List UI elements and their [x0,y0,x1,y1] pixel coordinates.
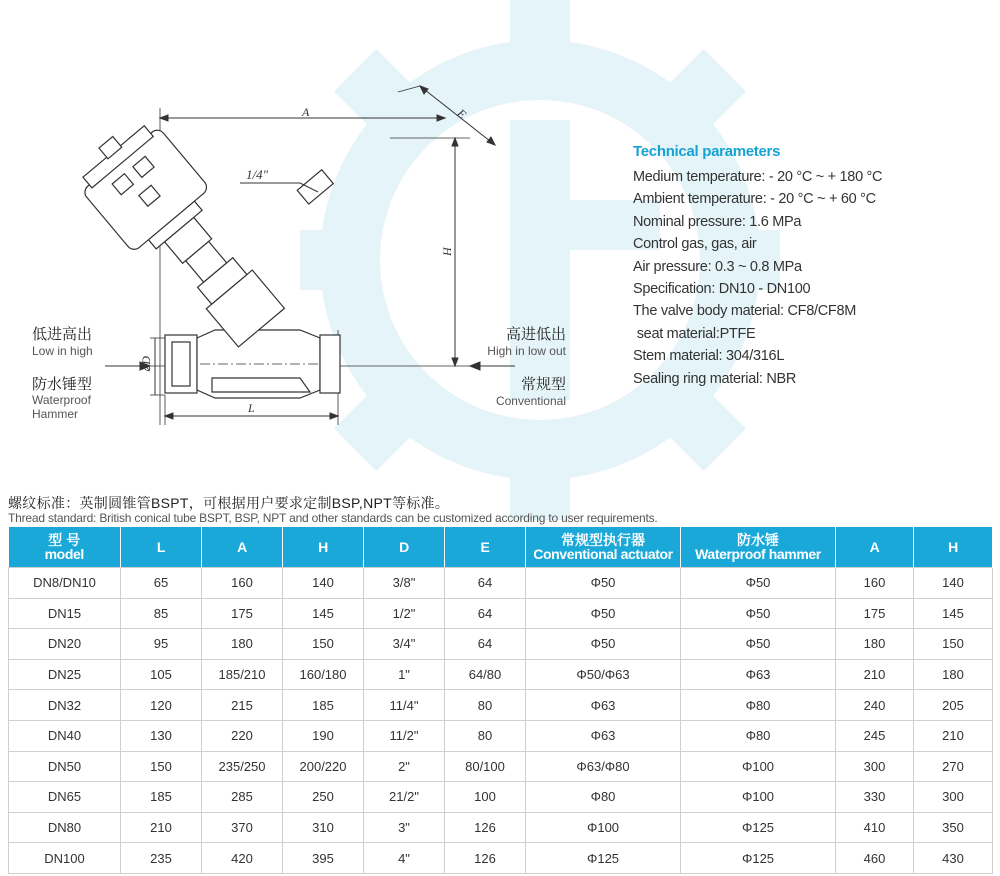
table-cell: Φ63/Φ80 [526,751,681,782]
flow-low-in-high-label [32,326,93,360]
tech-param-line: The valve body material: CF8/CF8M [633,303,856,320]
tech-param-line: Nominal pressure: 1.6 MPa [633,213,802,230]
table-cell: 235/250 [202,751,283,782]
table-cell: 370 [202,812,283,843]
table-cell: 330 [836,782,914,813]
table-cell: 410 [836,812,914,843]
table-cell: 11/2" [364,720,445,751]
header-en: H [318,539,328,555]
table-row [9,568,993,599]
table-cell: 1" [364,659,445,690]
table-cell: DN25 [9,659,121,690]
flow-high-in-low-zh: 高进低出 [505,326,566,343]
table-cell: DN100 [9,843,121,874]
table-cell: 64 [445,629,526,660]
table-cell: 11/4" [364,690,445,721]
table-cell: 3/4" [364,629,445,660]
table-cell: 160 [202,568,283,599]
table-row [9,751,993,782]
table-cell: 205 [914,690,993,721]
table-cell: Φ125 [681,843,836,874]
table-header-cell [283,527,364,568]
table-cell: 180 [914,659,993,690]
table-cell: Φ100 [681,782,836,813]
technical-parameters [633,143,993,390]
table-cell: 350 [914,812,993,843]
table-cell: 126 [445,843,526,874]
table-body [9,568,993,874]
table-cell: 185 [121,782,202,813]
table-cell: Φ80 [526,782,681,813]
table-cell: Φ50 [526,568,681,599]
table-cell: 95 [121,629,202,660]
dim-d-label: ⌀D [139,356,153,372]
table-row [9,659,993,690]
tech-param-line: Control gas, gas, air [633,236,757,253]
table-cell: 160 [836,568,914,599]
table-header-cell [121,527,202,568]
table-cell: 250 [283,782,364,813]
table-header-cell [681,527,836,568]
table-cell: Φ50 [681,629,836,660]
table-cell: 2" [364,751,445,782]
specification-table [8,527,993,874]
table-cell: 185/210 [202,659,283,690]
table-cell: 140 [914,568,993,599]
tech-param-line: Medium temperature: - 20 °C ~ + 180 °C [633,169,883,185]
table-cell: 3/8" [364,568,445,599]
thread-standard-en: Thread standard: British conical tube BSPT, BSP, NPT and other standards can be customized according to user requirements. [8,511,658,525]
flow-high-in-low-label [484,326,566,360]
header-zh: 防水锤 [737,532,779,548]
table-cell: Φ63 [681,659,836,690]
flow-low-in-high-zh: 低进高出 [32,326,93,343]
header-en: E [480,539,490,555]
header-en: D [399,539,409,555]
table-row [9,598,993,629]
table-cell: DN50 [9,751,121,782]
dim-l-label: L [248,401,255,415]
table-cell: 185 [283,690,364,721]
table-cell: DN80 [9,812,121,843]
table-cell: Φ63 [526,720,681,751]
waterproof-hammer-label [32,376,92,421]
table-cell: 130 [121,720,202,751]
table-cell: 65 [121,568,202,599]
table-cell: 180 [202,629,283,660]
table-cell: 420 [202,843,283,874]
table-cell: Φ100 [526,812,681,843]
conventional-en: Conventional [495,394,566,408]
table-cell: 180 [836,629,914,660]
table-cell: 245 [836,720,914,751]
table-cell: 21/2" [364,782,445,813]
table-header-row [9,527,993,568]
table-cell: 150 [283,629,364,660]
table-cell: 64 [445,598,526,629]
table-cell: 210 [121,812,202,843]
table-cell: 235 [121,843,202,874]
table-cell: Φ100 [681,751,836,782]
table-cell: 240 [836,690,914,721]
table-cell: 460 [836,843,914,874]
header-en: Conventional actuator [533,546,673,562]
table-cell: Φ125 [526,843,681,874]
table-cell: 80/100 [445,751,526,782]
tech-param-line: seat material:PTFE [633,325,756,342]
header-en: H [948,539,958,555]
table-header-cell [914,527,993,568]
dim-h-label: H [440,247,454,256]
table-header-cell [836,527,914,568]
table-cell: 140 [283,568,364,599]
flow-low-in-high-en: Low in high [32,344,93,358]
dim-a-label: A [302,105,310,119]
tech-param-line: Specification: DN10 - DN100 [633,281,811,298]
table-row [9,720,993,751]
table-cell: 80 [445,720,526,751]
table-cell: 395 [283,843,364,874]
table-cell: Φ50 [526,598,681,629]
table-cell: 80 [445,690,526,721]
table-cell: Φ80 [681,690,836,721]
dim-e-label: E [454,106,470,122]
table-row [9,782,993,813]
table-cell: DN40 [9,720,121,751]
table-cell: 300 [914,782,993,813]
tech-param-line: Stem material: 304/316L [633,348,785,365]
table-cell: Φ50/Φ63 [526,659,681,690]
table-cell: 120 [121,690,202,721]
table-cell: 105 [121,659,202,690]
tech-param-line: Ambient temperature: - 20 °C ~ + 60 °C [633,191,876,208]
table-cell: DN20 [9,629,121,660]
table-cell: 64 [445,568,526,599]
header-en: Waterproof hammer [695,546,821,562]
table-cell: Φ50 [526,629,681,660]
table-cell: 145 [914,598,993,629]
table-row [9,843,993,874]
table-cell: 270 [914,751,993,782]
table-cell: DN15 [9,598,121,629]
header-en: model [44,546,84,562]
table-cell: Φ50 [681,568,836,599]
table-cell: 190 [283,720,364,751]
table-cell: 210 [836,659,914,690]
table-cell: 3" [364,812,445,843]
waterproof-hammer-zh: 防水锤型 [32,376,93,393]
table-cell: 64/80 [445,659,526,690]
table-header-cell [445,527,526,568]
flow-high-in-low-en: High in low out [487,344,566,358]
table-cell: 215 [202,690,283,721]
table-cell: 126 [445,812,526,843]
tech-param-line: Air pressure: 0.3 ~ 0.8 MPa [633,258,802,275]
table-cell: 285 [202,782,283,813]
table-row [9,690,993,721]
table-header-cell [202,527,283,568]
waterproof-hammer-en-2: Hammer [32,407,79,421]
table-row [9,812,993,843]
header-en: A [869,539,880,555]
table-cell: 300 [836,751,914,782]
table-cell: 210 [914,720,993,751]
table-cell: DN32 [9,690,121,721]
table-cell: 310 [283,812,364,843]
table-row [9,629,993,660]
technical-parameters-title: Technical parameters [633,143,781,160]
table-cell: 85 [121,598,202,629]
table-cell: 100 [445,782,526,813]
table-cell: 175 [836,598,914,629]
thread-standard-zh: 螺纹标准：英制圆锥管BSPT，可根据用户要求定制BSP,NPT等标准。 [8,495,450,511]
header-zh: 型 号 [48,532,81,548]
table-cell: Φ125 [681,812,836,843]
table-cell: Φ63 [526,690,681,721]
table-cell: DN8/DN10 [9,568,121,599]
header-en: A [237,539,247,555]
thread-size-label: 1/4" [246,167,269,182]
waterproof-hammer-en-1: Waterproof [32,393,91,407]
table-cell: 4" [364,843,445,874]
table-cell: Φ80 [681,720,836,751]
table-cell: 220 [202,720,283,751]
header-en: L [156,539,166,555]
table-cell: 160/180 [283,659,364,690]
table-cell: 175 [202,598,283,629]
table-cell: DN65 [9,782,121,813]
table-cell: Φ50 [681,598,836,629]
conventional-zh: 常规型 [520,376,566,393]
table-header-cell [364,527,445,568]
table-header-cell [9,527,121,568]
table-cell: 150 [121,751,202,782]
table-header-cell [526,527,681,568]
tech-param-line: Sealing ring material: NBR [633,370,797,387]
header-zh: 常规型执行器 [561,532,645,548]
table-cell: 145 [283,598,364,629]
conventional-label [484,376,566,410]
table-cell: 200/220 [283,751,364,782]
table-cell: 430 [914,843,993,874]
table-cell: 150 [914,629,993,660]
table-cell: 1/2" [364,598,445,629]
